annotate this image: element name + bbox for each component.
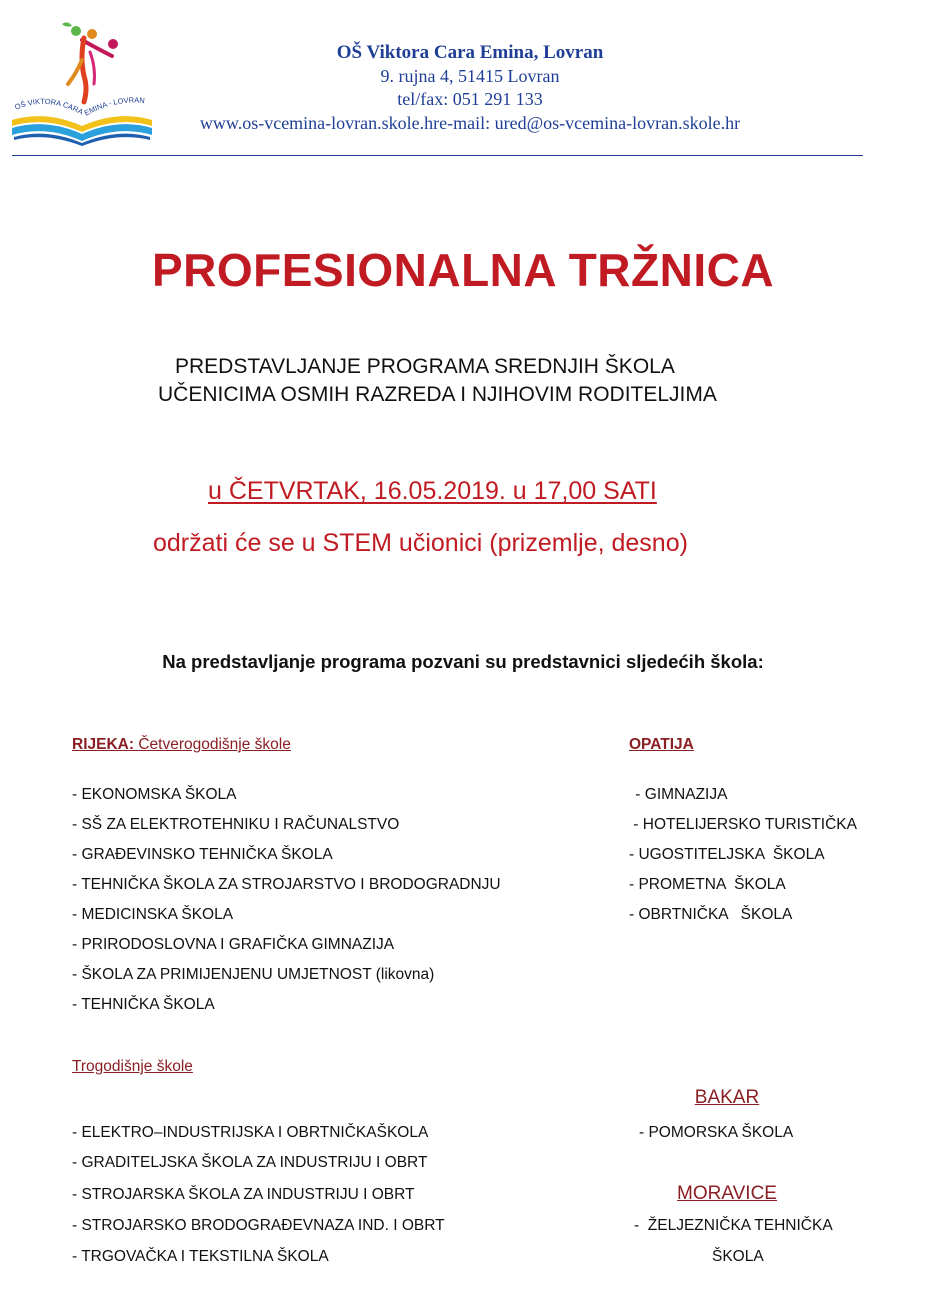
list-item: - PROMETNA ŠKOLA xyxy=(629,876,786,893)
school-phone: tel/fax: 051 291 133 xyxy=(397,89,543,109)
three-year-heading: Trogodišnje škole xyxy=(72,1058,193,1075)
list-item: - GRADITELJSKA ŠKOLA ZA INDUSTRIJU I OBRT xyxy=(72,1154,428,1171)
school-name: OŠ Viktora Cara Emina, Lovran xyxy=(336,42,604,63)
opatija-heading: OPATIJA xyxy=(629,736,694,753)
list-item: - GRAĐEVINSKO TEHNIČKA ŠKOLA xyxy=(72,846,333,863)
list-item: - SŠ ZA ELEKTROTEHNIKU I RAČUNALSTVO xyxy=(72,816,400,833)
subtitle-line-1: PREDSTAVLJANJE PROGRAMA SREDNJIH ŠKOLA xyxy=(175,355,675,378)
header-divider xyxy=(12,155,863,156)
page-title: PROFESIONALNA TRŽNICA xyxy=(151,244,775,296)
bakar-heading: BAKAR xyxy=(694,1087,760,1108)
list-item: - GIMNAZIJA xyxy=(631,786,728,803)
list-item: - HOTELIJERSKO TURISTIČKA xyxy=(629,816,857,833)
list-item: ŠKOLA xyxy=(712,1248,764,1265)
school-address: 9. rujna 4, 51415 Lovran xyxy=(380,66,560,86)
list-item: - PRIRODOSLOVNA I GRAFIČKA GIMNAZIJA xyxy=(72,936,395,953)
svg-text:OŠ VIKTORA CARA: OŠ VIKTORA CARA xyxy=(13,96,85,117)
moravice-heading: MORAVICE xyxy=(677,1183,777,1204)
list-item: - STROJARSKA ŠKOLA ZA INDUSTRIJU I OBRT xyxy=(72,1186,415,1203)
subtitle-line-2: UČENICIMA OSMIH RAZREDA I NJIHOVIM RODITELJIMA xyxy=(158,383,717,406)
event-location: održati će se u STEM učionici (prizemlje, desno) xyxy=(153,529,688,557)
list-item: - ŠKOLA ZA PRIMIJENJENU UMJETNOST (likovna) xyxy=(72,966,435,983)
list-item: - ŽELJEZNIČKA TEHNIČKA xyxy=(634,1217,833,1234)
school-logo xyxy=(10,18,155,146)
list-item: - UGOSTITELJSKA ŠKOLA xyxy=(629,846,825,863)
list-item: - MEDICINSKA ŠKOLA xyxy=(72,906,234,923)
rijeka-city: RIJEKA: xyxy=(72,736,135,753)
list-item: - STROJARSKO BRODOGRAĐEVNAZA IND. I OBRT xyxy=(72,1217,445,1234)
svg-text:EMINA - LOVRAN: EMINA - LOVRAN xyxy=(82,95,146,118)
rijeka-heading xyxy=(72,736,291,754)
rijeka-type: Četverogodišnje škole xyxy=(138,736,291,753)
list-item: - POMORSKA ŠKOLA xyxy=(639,1124,794,1141)
list-item: - TEHNIČKA ŠKOLA ZA STROJARSTVO I BRODOGRADNJU xyxy=(72,876,501,893)
list-item: - OBRTNIČKA ŠKOLA xyxy=(629,906,793,923)
list-item: - TRGOVAČKA I TEKSTILNA ŠKOLA xyxy=(72,1248,329,1265)
invite-heading: Na predstavljanje programa pozvani su predstavnici sljedećih škola: xyxy=(162,651,764,672)
list-item: - TEHNIČKA ŠKOLA xyxy=(72,996,215,1013)
list-item: - EKONOMSKA ŠKOLA xyxy=(72,786,237,803)
list-item: - ELEKTRO–INDUSTRIJSKA I OBRTNIČKAŠKOLA xyxy=(72,1124,429,1141)
school-web-email: www.os-vcemina-lovran.skole.hre-mail: ured@os-vcemina-lovran.skole.hr xyxy=(199,113,741,133)
event-datetime: u ČETVRTAK, 16.05.2019. u 17,00 SATI xyxy=(208,477,657,505)
